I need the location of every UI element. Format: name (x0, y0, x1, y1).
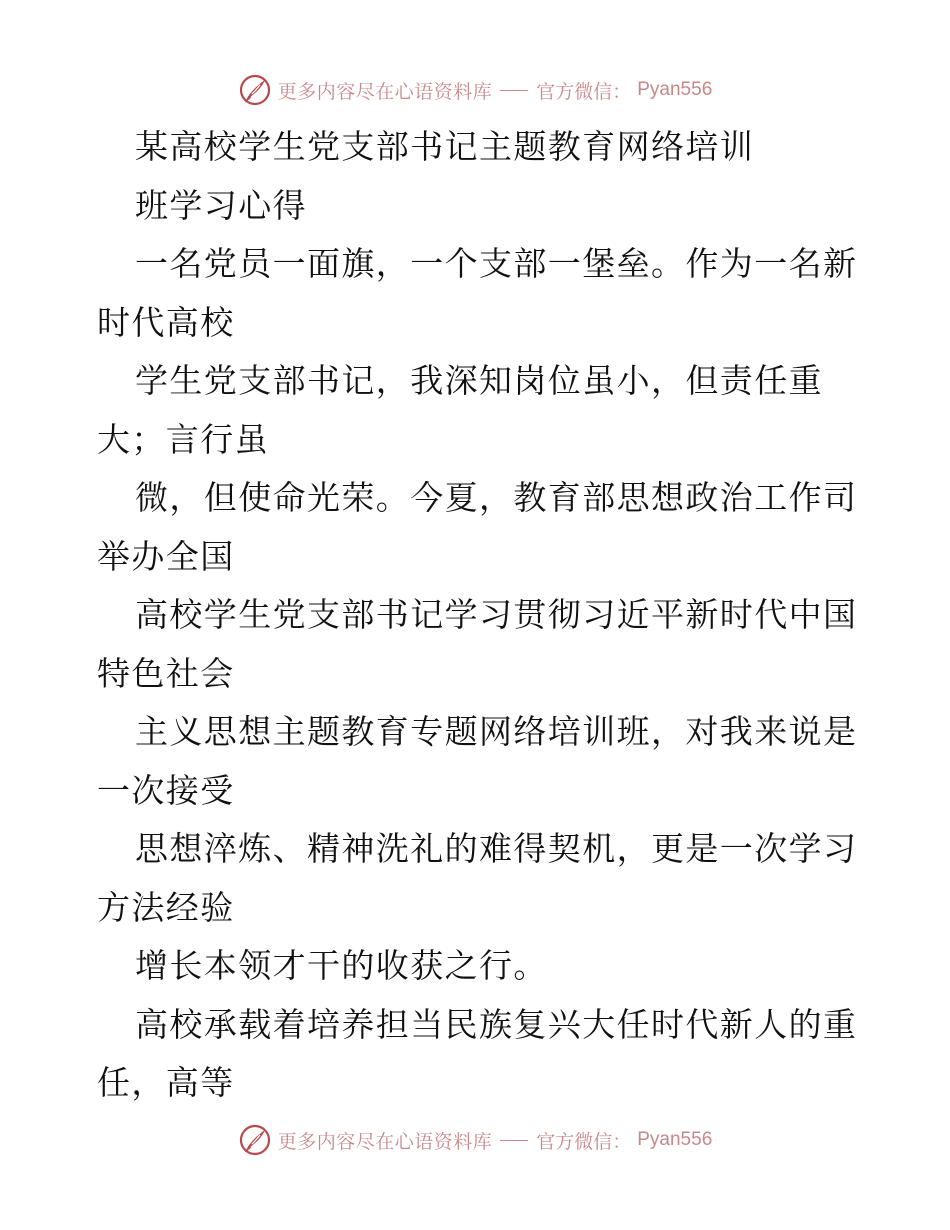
text-line: 任，高等 (97, 1063, 235, 1102)
text-line: 大；言行虽 (97, 419, 269, 459)
quill-pen-logo-icon (238, 1123, 272, 1157)
text-line: 特色社会 (97, 653, 235, 693)
text-line: 增长本领才干的收获之行。 (135, 946, 548, 985)
document-body (97, 118, 857, 1113)
text-line: 时代高校 (97, 302, 235, 342)
text-line: 某高校学生党支部书记主题教育网络培训 (135, 127, 755, 166)
text-line: 方法经验 (97, 887, 235, 927)
text-line: 高校承载着培养担当民族复兴大任时代新人的重 (135, 1004, 858, 1044)
text-line: 主义思想主题教育专题网络培训班，对我来说是 (135, 712, 858, 751)
watermark-brand-text: 更多内容尽在心语资料库 (277, 80, 493, 103)
watermark-brand-text: 更多内容尽在心语资料库 (277, 1130, 493, 1153)
text-line: 一名党员一面旗，一个支部一堡垒。作为一名新 (135, 244, 858, 283)
text-line: 一次接受 (97, 770, 235, 810)
watermark-contact-id: Pyan556 (637, 1129, 713, 1150)
watermark-contact-id: Pyan556 (637, 79, 713, 100)
watermark-contact-label: 官方微信： (536, 1130, 632, 1153)
text-line: 微，但使命光荣。今夏，教育部思想政治工作司 (135, 478, 858, 517)
quill-pen-logo-icon (238, 73, 272, 107)
header-watermark (0, 70, 950, 110)
watermark-divider (500, 1140, 528, 1141)
text-line: 班学习心得 (135, 185, 307, 225)
text-line: 思想淬炼、精神洗礼的难得契机，更是一次学习 (135, 829, 858, 868)
watermark-contact-label: 官方微信： (536, 80, 632, 103)
watermark-divider (500, 90, 528, 91)
text-line: 学生党支部书记，我深知岗位虽小，但责任重 (135, 361, 823, 400)
text-line: 举办全国 (97, 536, 235, 576)
footer-watermark (0, 1120, 950, 1160)
text-line: 高校学生党支部书记学习贯彻习近平新时代中国 (135, 595, 858, 634)
